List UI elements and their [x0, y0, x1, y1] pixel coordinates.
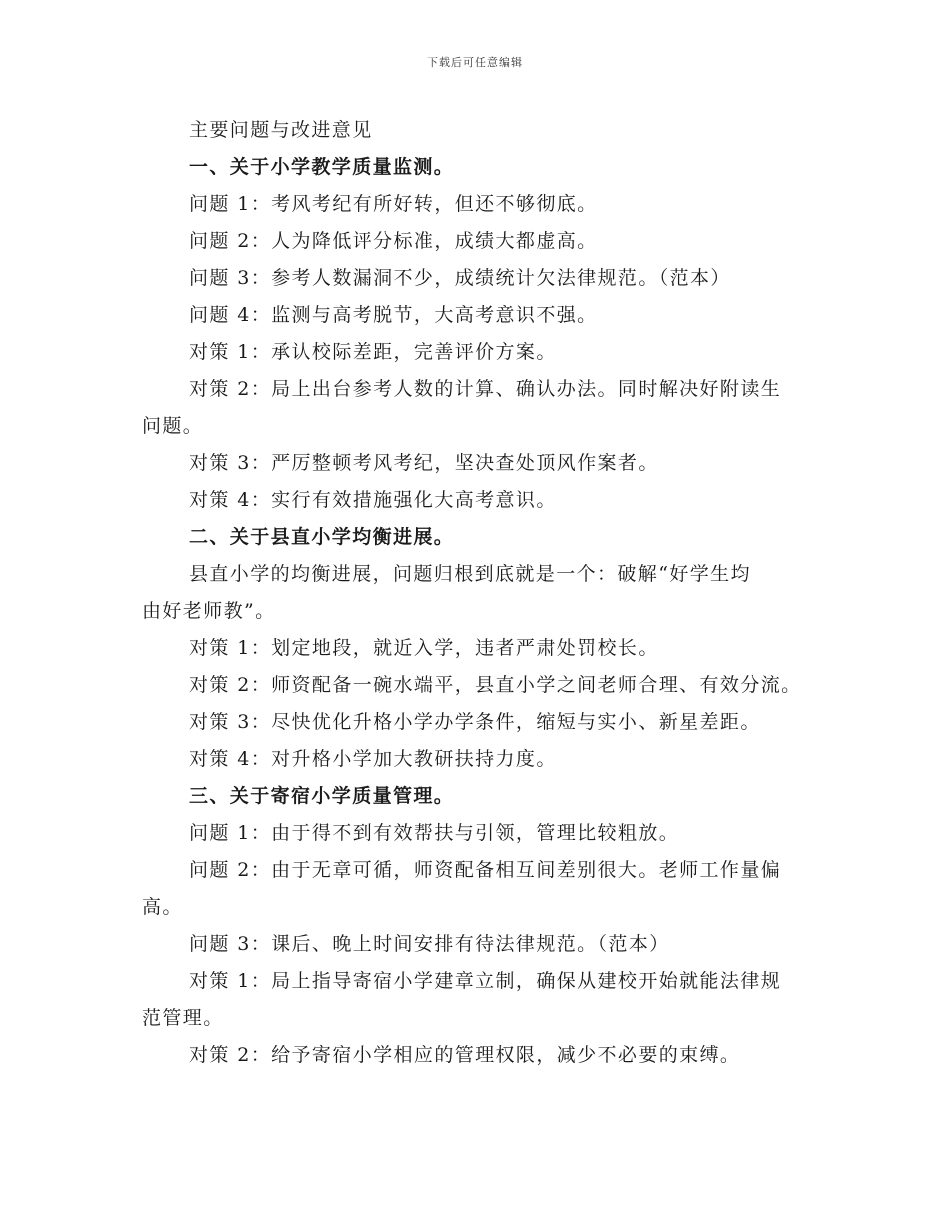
page-header: 下载后可任意编辑 — [427, 56, 523, 69]
paragraph-line: 问题 3：参考人数漏洞不少，成绩统计欠法律规范。（范本） — [189, 267, 731, 289]
paragraph-line: 对策 4：实行有效措施强化大高考意识。 — [189, 489, 557, 511]
paragraph-line: 对策 1：划定地段，就近入学，违者严肃处罚校长。 — [189, 637, 659, 659]
paragraph-line: 问题 3：课后、晚上时间安排有待法律规范。（范本） — [189, 933, 670, 955]
paragraph-line: 问题。 — [142, 415, 204, 437]
paragraph-line: 对策 2：局上出台参考人数的计算、确认办法。同时解决好附读生 — [189, 378, 782, 400]
paragraph-line: 问题 4：监测与高考脱节，大高考意识不强。 — [189, 304, 598, 326]
section-heading: 三、关于寄宿小学质量管理。 — [189, 785, 455, 807]
paragraph-line: 问题 1：考风考纪有所好转，但还不够彻底。 — [189, 193, 598, 215]
paragraph-line: 对策 3：严厉整顿考风考纪，坚决查处顶风作案者。 — [189, 452, 659, 474]
paragraph-line: 对策 4：对升格小学加大教研扶持力度。 — [189, 748, 557, 770]
paragraph-line: 问题 1：由于得不到有效帮扶与引领，管理比较粗放。 — [189, 822, 680, 844]
paragraph-line: 对策 1：承认校际差距，完善评价方案。 — [189, 341, 557, 363]
paragraph-line: 由好老师教”。 — [142, 600, 276, 622]
paragraph-line: 对策 1：局上指导寄宿小学建章立制，确保从建校开始就能法律规 — [189, 970, 782, 992]
paragraph-line: 问题 2：人为降低评分标准，成绩大都虚高。 — [189, 230, 598, 252]
paragraph-line: 对策 2：师资配备一碗水端平，县直小学之间老师合理、有效分流。 — [189, 674, 802, 696]
document-body — [142, 112, 822, 1074]
paragraph-line: 问题 2：由于无章可循，师资配备相互间差别很大。老师工作量偏 — [189, 859, 782, 881]
paragraph-line: 高。 — [142, 896, 183, 918]
section-heading: 二、关于县直小学均衡进展。 — [189, 526, 455, 548]
paragraph-line: 对策 2：给予寄宿小学相应的管理权限，减少不必要的束缚。 — [189, 1044, 741, 1066]
paragraph-line: 范管理。 — [142, 1007, 224, 1029]
paragraph-line: 县直小学的均衡进展，问题归根到底就是一个：破解“好学生均 — [189, 563, 751, 585]
paragraph-line: 主要问题与改进意见 — [189, 119, 373, 141]
paragraph-line: 对策 3：尽快优化升格小学办学条件，缩短与实小、新星差距。 — [189, 711, 761, 733]
section-heading: 一、关于小学教学质量监测。 — [189, 156, 455, 178]
